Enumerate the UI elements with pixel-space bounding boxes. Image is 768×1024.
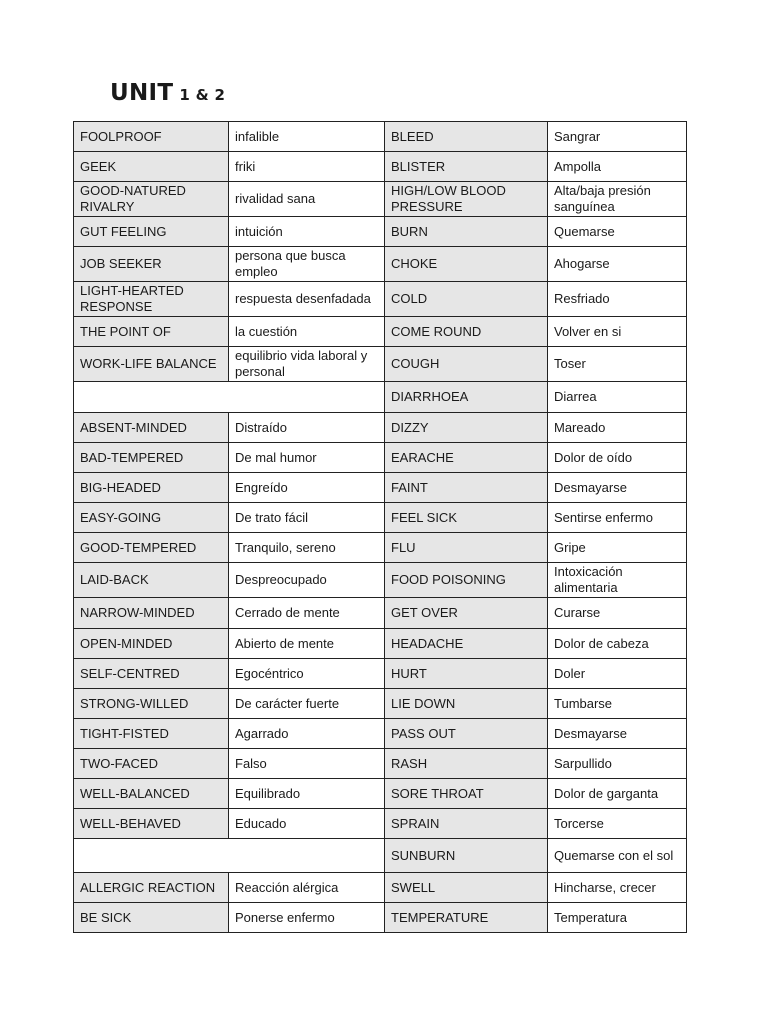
title-sub: 1 & 2 xyxy=(179,86,226,104)
translation-cell: Falso xyxy=(229,749,385,779)
term-cell: THE POINT OF xyxy=(74,317,229,347)
table-row xyxy=(74,247,687,282)
term-cell: JOB SEEKER xyxy=(74,247,229,282)
translation-cell: Distraído xyxy=(229,413,385,443)
translation-cell: Engreído xyxy=(229,473,385,503)
table-row xyxy=(74,473,687,503)
translation-cell: Reacción alérgica xyxy=(229,873,385,903)
translation-cell: Egocéntrico xyxy=(229,659,385,689)
translation-cell: rivalidad sana xyxy=(229,182,385,217)
term-cell: EASY-GOING xyxy=(74,503,229,533)
term-cell: ABSENT-MINDED xyxy=(74,413,229,443)
translation-cell: Dolor de garganta xyxy=(548,779,687,809)
translation-cell: infalible xyxy=(229,122,385,152)
term-cell: WORK-LIFE BALANCE xyxy=(74,347,229,382)
term-cell: COLD xyxy=(385,282,548,317)
translation-cell: friki xyxy=(229,152,385,182)
term-cell: GOOD-TEMPERED xyxy=(74,533,229,563)
translation-cell: Ahogarse xyxy=(548,247,687,282)
translation-cell: Gripe xyxy=(548,533,687,563)
table-row xyxy=(74,317,687,347)
translation-cell: Educado xyxy=(229,809,385,839)
translation-cell: Agarrado xyxy=(229,719,385,749)
term-cell: SELF-CENTRED xyxy=(74,659,229,689)
translation-cell: Mareado xyxy=(548,413,687,443)
term-cell: OPEN-MINDED xyxy=(74,629,229,659)
table-row xyxy=(74,282,687,317)
translation-cell: la cuestión xyxy=(229,317,385,347)
term-cell: HURT xyxy=(385,659,548,689)
table-row xyxy=(74,719,687,749)
translation-cell: Doler xyxy=(548,659,687,689)
translation-cell: Desmayarse xyxy=(548,719,687,749)
vocabulary-table xyxy=(73,121,687,933)
table-row xyxy=(74,182,687,217)
translation-cell: Toser xyxy=(548,347,687,382)
table-row xyxy=(74,347,687,382)
term-cell: FOOD POISONING xyxy=(385,563,548,598)
table-row xyxy=(74,122,687,152)
term-cell: EARACHE xyxy=(385,443,548,473)
translation-cell: Hincharse, crecer xyxy=(548,873,687,903)
term-cell: WELL-BALANCED xyxy=(74,779,229,809)
translation-cell: Sarpullido xyxy=(548,749,687,779)
translation-cell: Quemarse xyxy=(548,217,687,247)
term-cell: LAID-BACK xyxy=(74,563,229,598)
term-cell: HEADACHE xyxy=(385,629,548,659)
table-row xyxy=(74,629,687,659)
translation-cell: respuesta desenfadada xyxy=(229,282,385,317)
table-row xyxy=(74,903,687,933)
term-cell: NARROW-MINDED xyxy=(74,598,229,629)
table-row xyxy=(74,809,687,839)
table-row xyxy=(74,217,687,247)
term-cell: GEEK xyxy=(74,152,229,182)
term-cell: FOOLPROOF xyxy=(74,122,229,152)
table-row xyxy=(74,779,687,809)
translation-cell: Tumbarse xyxy=(548,689,687,719)
term-cell: ALLERGIC REACTION xyxy=(74,873,229,903)
title-main: UNIT xyxy=(110,80,174,106)
term-cell: BURN xyxy=(385,217,548,247)
translation-cell: Sentirse enfermo xyxy=(548,503,687,533)
term-cell: PASS OUT xyxy=(385,719,548,749)
table-row xyxy=(74,839,687,873)
translation-cell: intuición xyxy=(229,217,385,247)
term-cell: BLISTER xyxy=(385,152,548,182)
term-cell: TEMPERATURE xyxy=(385,903,548,933)
term-cell: SORE THROAT xyxy=(385,779,548,809)
translation-cell: Resfriado xyxy=(548,282,687,317)
term-cell: LIE DOWN xyxy=(385,689,548,719)
translation-cell: Volver en si xyxy=(548,317,687,347)
term-cell: BAD-TEMPERED xyxy=(74,443,229,473)
translation-cell: Ponerse enfermo xyxy=(229,903,385,933)
term-cell: BIG-HEADED xyxy=(74,473,229,503)
term-cell: GUT FEELING xyxy=(74,217,229,247)
empty-cell xyxy=(74,839,385,873)
term-cell: STRONG-WILLED xyxy=(74,689,229,719)
term-cell: WELL-BEHAVED xyxy=(74,809,229,839)
term-cell: FAINT xyxy=(385,473,548,503)
translation-cell: Diarrea xyxy=(548,382,687,413)
table-row xyxy=(74,503,687,533)
term-cell: LIGHT-HEARTED RESPONSE xyxy=(74,282,229,317)
translation-cell: Curarse xyxy=(548,598,687,629)
translation-cell: Abierto de mente xyxy=(229,629,385,659)
translation-cell: Despreocupado xyxy=(229,563,385,598)
translation-cell: Quemarse con el sol xyxy=(548,839,687,873)
term-cell: TWO-FACED xyxy=(74,749,229,779)
table-row xyxy=(74,152,687,182)
table-row xyxy=(74,413,687,443)
translation-cell: persona que busca empleo xyxy=(229,247,385,282)
translation-cell: equilibrio vida laboral y personal xyxy=(229,347,385,382)
term-cell: BLEED xyxy=(385,122,548,152)
term-cell: GET OVER xyxy=(385,598,548,629)
table-row xyxy=(74,873,687,903)
translation-cell: Dolor de cabeza xyxy=(548,629,687,659)
translation-cell: Intoxicación alimentaria xyxy=(548,563,687,598)
translation-cell: Equilibrado xyxy=(229,779,385,809)
translation-cell: De mal humor xyxy=(229,443,385,473)
translation-cell: Cerrado de mente xyxy=(229,598,385,629)
term-cell: DIARRHOEA xyxy=(385,382,548,413)
term-cell: BE SICK xyxy=(74,903,229,933)
term-cell: SUNBURN xyxy=(385,839,548,873)
table-row xyxy=(74,443,687,473)
term-cell: HIGH/LOW BLOOD PRESSURE xyxy=(385,182,548,217)
term-cell: COME ROUND xyxy=(385,317,548,347)
translation-cell: Alta/baja presión sanguínea xyxy=(548,182,687,217)
term-cell: RASH xyxy=(385,749,548,779)
term-cell: SPRAIN xyxy=(385,809,548,839)
term-cell: TIGHT-FISTED xyxy=(74,719,229,749)
page-title xyxy=(110,80,225,106)
term-cell: GOOD-NATURED RIVALRY xyxy=(74,182,229,217)
translation-cell: Dolor de oído xyxy=(548,443,687,473)
translation-cell: De carácter fuerte xyxy=(229,689,385,719)
empty-cell xyxy=(74,382,385,413)
translation-cell: Desmayarse xyxy=(548,473,687,503)
term-cell: FLU xyxy=(385,533,548,563)
term-cell: SWELL xyxy=(385,873,548,903)
table-row xyxy=(74,659,687,689)
translation-cell: Temperatura xyxy=(548,903,687,933)
term-cell: CHOKE xyxy=(385,247,548,282)
translation-cell: De trato fácil xyxy=(229,503,385,533)
term-cell: DIZZY xyxy=(385,413,548,443)
translation-cell: Sangrar xyxy=(548,122,687,152)
vocabulary-table-body xyxy=(74,122,687,933)
term-cell: FEEL SICK xyxy=(385,503,548,533)
table-row xyxy=(74,598,687,629)
term-cell: COUGH xyxy=(385,347,548,382)
translation-cell: Torcerse xyxy=(548,809,687,839)
translation-cell: Tranquilo, sereno xyxy=(229,533,385,563)
translation-cell: Ampolla xyxy=(548,152,687,182)
table-row xyxy=(74,533,687,563)
table-row xyxy=(74,749,687,779)
table-row xyxy=(74,563,687,598)
table-row xyxy=(74,382,687,413)
table-row xyxy=(74,689,687,719)
